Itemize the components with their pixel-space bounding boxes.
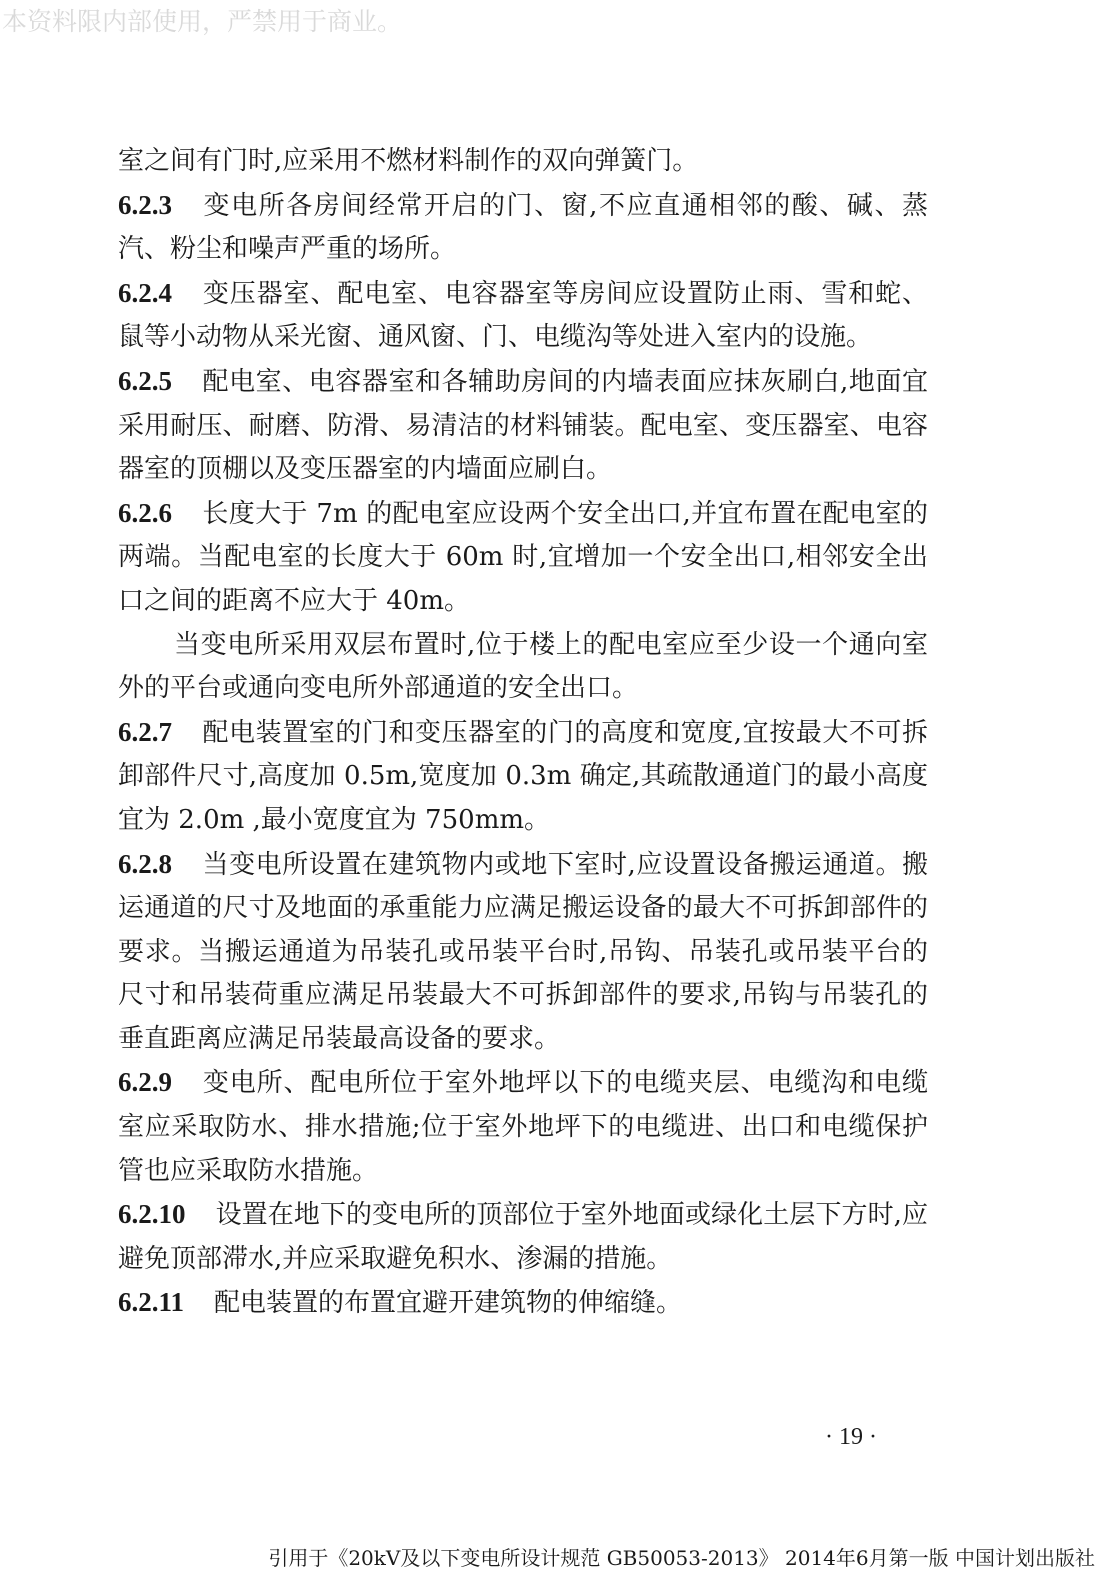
clause-6-2-11: [118, 1281, 928, 1326]
clause-6-2-6: [118, 492, 928, 624]
page-number: · 19 ·: [825, 1424, 877, 1450]
clause-number: 6.2.3: [118, 189, 172, 220]
paragraph-text: 变电所、配电所位于室外地坪以下的电缆夹层、电缆沟和电缆室应采取防水、排水措施;位于室外地坪下的电缆进、出口和电缆保护管也应采取防水措施。: [118, 1068, 928, 1186]
clause-number: 6.2.10: [118, 1199, 186, 1230]
paragraph-text: 当变电所采用双层布置时,位于楼上的配电室应至少设一个通向室外的平台或通向变电所外部通道的安全出口。: [118, 629, 928, 704]
watermark-text: 本资料限内部使用，严禁用于商业。: [2, 7, 403, 36]
paragraph-indented: [118, 624, 928, 711]
paragraph-text: 设置在地下的变电所的顶部位于室外地面或绿化土层下方时,应避免顶部滞水,并应采取避免积水、渗漏的措施。: [118, 1200, 928, 1274]
source-citation-footer: 引用于《20kV及以下变电所设计规范 GB50053-2013》 2014年6月第一版 中国计划出版社: [268, 1546, 1095, 1570]
paragraph-continuation: [118, 140, 928, 184]
paragraph-text: 配电室、电容器室和各辅助房间的内墙表面应抹灰刷白,地面宜采用耐压、耐磨、防滑、易清洁的材料铺装。配电室、变压器室、电容器室的顶棚以及变压器室的内墙面应刷白。: [118, 366, 928, 485]
clause-number: 6.2.7: [118, 716, 172, 747]
clause-6-2-3: [118, 184, 928, 272]
clause-number: 6.2.5: [118, 365, 172, 396]
clause-number: 6.2.6: [118, 497, 172, 528]
paragraph-text: 室之间有门时,应采用不燃材料制作的双向弹簧门。: [118, 146, 699, 176]
clause-6-2-9: [118, 1061, 928, 1193]
clause-number: 6.2.9: [118, 1067, 172, 1098]
paragraph-text: 配电装置室的门和变压器室的门的高度和宽度,宜按最大不可拆卸部件尺寸,高度加 0.5m,宽度加 0.3m 确定,其疏散通道门的最小高度宜为 2.0m ,最小宽度宜为 750mm。: [118, 717, 928, 835]
clause-6-2-8: [118, 843, 928, 1062]
clause-number: 6.2.11: [118, 1287, 185, 1318]
paragraph-text: 变压器室、配电室、电容器室等房间应设置防止雨、雪和蛇、鼠等小动物从采光窗、通风窗、门、电缆沟等处进入室内的设施。: [118, 278, 928, 353]
clause-number: 6.2.8: [118, 848, 172, 879]
clause-6-2-10: [118, 1193, 928, 1281]
paragraph-text: 当变电所设置在建筑物内或地下室时,应设置设备搬运通道。搬运通道的尺寸及地面的承重能力应满足搬运设备的最大不可拆卸部件的要求。当搬运通道为吊装孔或吊装平台时,吊钩、吊装孔或吊装平台的尺寸和吊装荷重应满足吊装最大不可拆卸部件的要求,吊钩与吊装孔的垂直距离应满足吊装最高设备的要求。: [118, 849, 928, 1054]
document-body: [118, 140, 928, 1326]
clause-6-2-5: [118, 360, 928, 492]
paragraph-text: 配电装置的布置宜避开建筑物的伸缩缝。: [214, 1288, 683, 1319]
clause-number: 6.2.4: [118, 277, 172, 308]
clause-6-2-7: [118, 711, 928, 843]
clause-6-2-4: [118, 272, 928, 360]
paragraph-text: 长度大于 7m 的配电室应设两个安全出口,并宜布置在配电室的两端。当配电室的长度大于 60m 时,宜增加一个安全出口,相邻安全出口之间的距离不应大于 40m。: [118, 498, 928, 616]
paragraph-text: 变电所各房间经常开启的门、窗,不应直通相邻的酸、碱、蒸汽、粉尘和噪声严重的场所。: [118, 190, 928, 265]
